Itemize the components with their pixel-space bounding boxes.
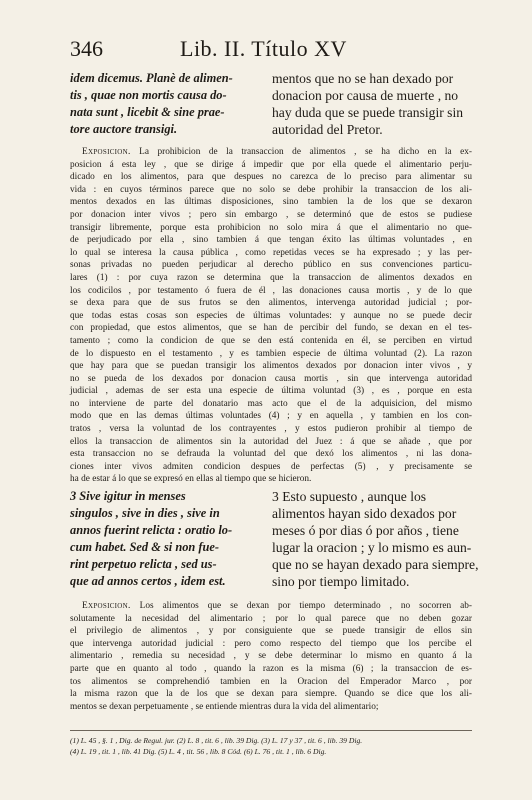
latin-column-top	[70, 70, 258, 138]
spanish-line: donacion por causa de muerte , no	[272, 88, 459, 103]
spanish-line: que no se hayan dexado para siempre,	[272, 557, 479, 572]
spanish-column-3	[272, 488, 479, 590]
spanish-line: meses ó por dias ó por años , tiene	[272, 523, 459, 538]
commentary-line: lares (1) : por cuya razon se determina que la transaccion de alimentos dexados en	[70, 272, 472, 283]
commentary-line: dicado en los alimentos, para que despues no carezca de lo preciso para alimentar su	[70, 172, 472, 183]
section-3	[70, 488, 479, 592]
page-number: 346	[70, 36, 103, 61]
commentary-text: La prohibicion de la transaccion de alimentos , se ha dicho en la ex-	[139, 147, 472, 157]
commentary-text: Los alimentos que se dexan por tiempo determinado , no socorren ab-	[139, 601, 472, 611]
commentary-line: de perjudicado por ella , sino tambien á que tengan éxito las últimas voluntades , en	[70, 235, 472, 246]
latin-line: tore auctore transigi.	[70, 122, 178, 136]
commentary-line: no se pueda de los dexados por donacion causa mortis , sin que intervenga autoridad	[70, 373, 472, 384]
commentary-line: tamento ; como la condicion de que se den está contenida en él, se perciben en virtud	[70, 335, 472, 346]
commentary-1	[70, 146, 472, 486]
footnotes	[70, 735, 472, 757]
commentary-line: solutamente la necesidad del alimentario ; por lo qual parece que no deben gozar	[70, 613, 472, 624]
page-header	[70, 36, 470, 66]
latin-line: que ad annos certos , idem est.	[70, 574, 226, 588]
spanish-line: hay duda que se puede transigir sin	[272, 105, 464, 120]
commentary-line: por donacion inter vivos ; pero sin embargo , se determinó que de estos se pudiese	[70, 209, 472, 220]
running-title: Lib. II. Título XV	[180, 36, 347, 61]
exposicion-label: Exposicion.	[82, 601, 131, 611]
spanish-column-top	[272, 70, 472, 138]
commentary-line: no interviene de parte del donatario mas acto que el de la adquisicion, del mismo	[70, 398, 472, 409]
commentary-line: parte que en quanto al todo , quando la razon es la misma (6) ; la transaccion de es-	[70, 663, 472, 674]
commentary-line: vida : en cuyos términos parece que no solo se debe prohibir la transaccion de los ali-	[70, 184, 472, 195]
commentary-line: el privilegio de alimentos , y por consiguiente que se puede transigir de ellos sin	[70, 626, 472, 637]
latin-line: tis , quae non mortis causa do-	[70, 88, 227, 102]
latin-line: 3 Sive igitur in menses	[70, 489, 186, 503]
footnote-line: (4) L. 19 , tit. 1 , lib. 41 Dig. (5) L. 4 , tit. 56 , lib. 8 Cód. (6) L. 76 , tit. 1 , lib. 6 Dig.	[70, 747, 327, 756]
latin-line: singulos , sive in dies , sive in	[70, 506, 220, 520]
commentary-line: que intervenga autoridad judicial : pero como respecto del tiempo que los percibe el	[70, 638, 472, 649]
commentary-line: se dexa para que de sus frutos se den alimentos, intervenga autoridad judicial ; por-	[70, 298, 472, 309]
commentary-line: tos alimentos se comprehendió tambien en la Oracion del Emperador Marco , por	[70, 676, 472, 687]
commentary-line: que todas estas cosas son especies de últimas voluntades: y aunque no se puede decir	[70, 310, 472, 321]
spanish-line: mentos que no se han dexado por	[272, 71, 454, 86]
spanish-line: 3 Esto supuesto , aunque los	[272, 489, 427, 504]
commentary-line: sonas privadas no pueden perjudicar al derecho público en sus convenciones particu-	[70, 260, 472, 271]
commentary-line: ha de estar á lo que se expresó en ellas al tiempo que se hicieron.	[70, 474, 312, 485]
commentary-line: ellos la transaccion de alimentos sin la autoridad del Juez : á que se añade , que por	[70, 436, 472, 447]
spanish-line: alimentos hayan sido dexados por	[272, 506, 457, 521]
commentary-line: transigir libremente, porque esta prohibicion no solo mira á que el alimentario no que-	[70, 222, 472, 233]
commentary-2	[70, 600, 472, 713]
commentary-line: ciones inter vivos admiten condicion despues de perfectas (5) , y precisamente se	[70, 461, 472, 472]
commentary-first-line	[70, 600, 472, 613]
commentary-first-line	[70, 146, 472, 159]
commentary-line: la misma razon que la de los que se dexan para siempre. Quando se dice que los ali-	[70, 689, 472, 700]
commentary-line: los codicilos , por testamento ó fuera de él , las donaciones causa mortis , y de lo que	[70, 285, 472, 296]
latin-line: rint perpetuo relicta , sed us-	[70, 557, 217, 571]
latin-column-3	[70, 488, 258, 590]
commentary-line: de lo dispuesto en el testamento , y es tambien especie de última voluntad (2). La razon	[70, 348, 472, 359]
latin-line: cum habet. Sed & si non fue-	[70, 540, 220, 554]
exposicion-label: Exposicion.	[82, 147, 131, 157]
latin-line: idem dicemus. Planè de alimen-	[70, 71, 233, 85]
commentary-line: esta transaccion no se defrauda la voluntad del que dexó los alimentos , ni las dona-	[70, 449, 472, 460]
commentary-line: judicial , ademas de ser esta una especie de última voluntad (3) , es , porque en esta	[70, 386, 472, 397]
commentary-line: con propiedad, que estos alimentos, que se han de percibir del fundo, se dexan en el tes-	[70, 323, 472, 334]
commentary-line: modo que en las demas últimas voluntades (4) ; y en aquella , y tambien en los con-	[70, 411, 472, 422]
commentary-line: alimentario , remedia su necesidad , y se debe determinar lo mismo en quanto á la	[70, 651, 472, 662]
latin-line: nata sunt , licebit & sine prae-	[70, 105, 225, 119]
commentary-line: lo qual se interesa la causa pública , como repetidas veces se ha expresado ; y las per-	[70, 247, 472, 258]
commentary-line: mentos se dexan perpetuamente , se entiende mientras dura la vida del alimentario;	[70, 701, 379, 712]
footnote-line: (1) L. 45 , §. 1 , Dig. de Regul. jur. (2) L. 8 , tit. 6 , lib. 39 Dig. (3) L. 17 y 37 , tit. 6 , lib. 39 Dig.	[70, 736, 363, 745]
section-top	[70, 70, 472, 140]
commentary-line: mentos dexados en las últimas disposiciones, sino tambien la de los que se dexaron	[70, 197, 472, 208]
spanish-line: lugar la oracion ; y lo mismo es aun-	[272, 540, 472, 555]
commentary-line: posicion á esta ley , que se dirige á impedir que por ella quede el alimentario perju-	[70, 159, 472, 170]
spanish-line: sino por tiempo limitado.	[272, 574, 410, 589]
commentary-line: que hay para que se puedan transigir los alimentos dexados por donacion inter vivos , y	[70, 361, 472, 372]
commentary-line: tratos , versa la voluntad de los contrayentes , y estos pudieron prohibir al tiempo de	[70, 424, 472, 435]
spanish-line: autoridad del Pretor.	[272, 122, 383, 137]
footnote-rule	[70, 730, 472, 731]
latin-line: annos fuerint relicta : oratio lo-	[70, 523, 233, 537]
